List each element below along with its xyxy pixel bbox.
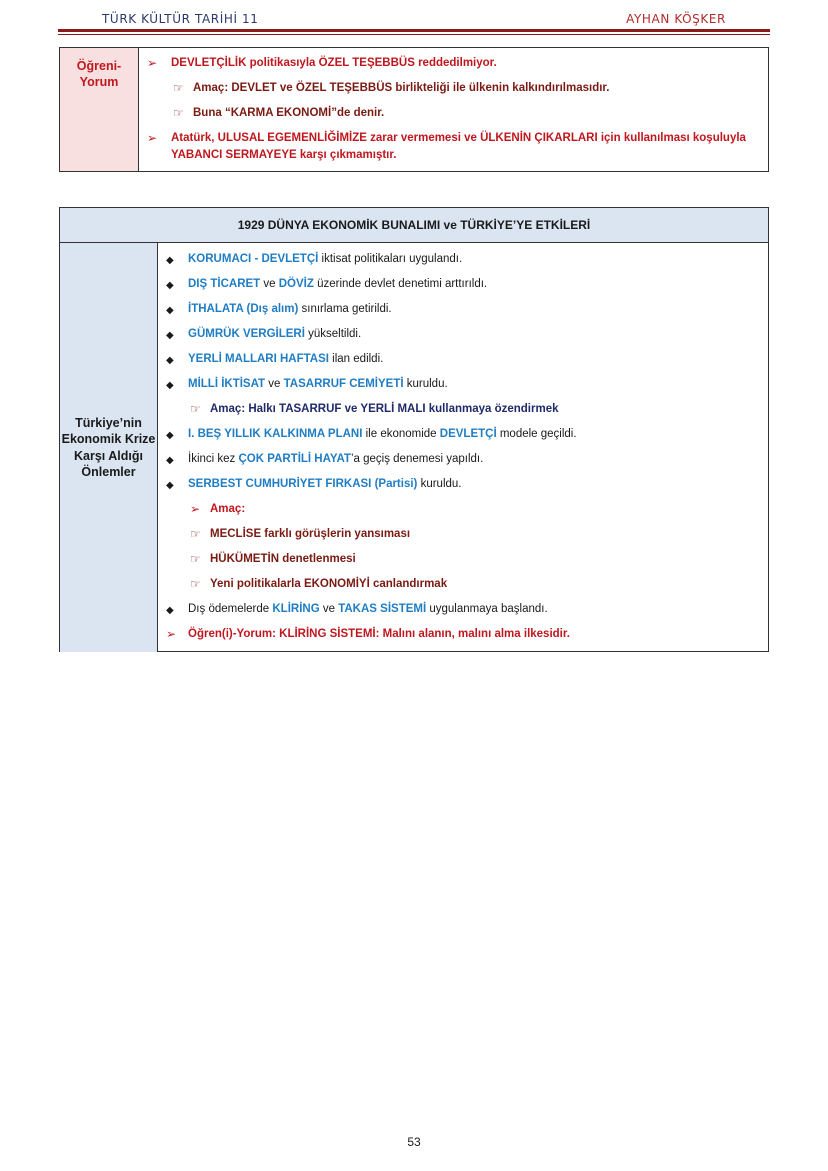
arrow-bullet-icon: ➢: [147, 56, 158, 70]
highlight-term: DEVLETÇİ: [439, 428, 497, 440]
diamond-bullet-icon: ◆: [166, 305, 174, 316]
highlight-term: YERLİ MALLARI HAFTASI: [188, 353, 329, 365]
header-rule-thin: [58, 34, 770, 35]
header-book-title: TÜRK KÜLTÜR TARİHİ 11: [102, 12, 259, 26]
item-text: Öğren(i)-Yorum: KLİRİNG SİSTEMİ: Malını alanın, malını alma ilkesidir.: [188, 628, 570, 640]
item-text: kuruldu.: [403, 378, 448, 390]
item-text: kuruldu.: [417, 478, 462, 490]
box1-subitem: [147, 80, 762, 97]
list-subitem: [166, 551, 762, 576]
box1-item-text: DEVLETÇİLİK politikasıyla ÖZEL TEŞEBBÜS reddedilmiyor.: [171, 57, 497, 69]
subitem-text: MECLİSE farklı görüşlerin yansıması: [210, 528, 411, 540]
measures-list: [158, 243, 768, 652]
ogreni-yorum-box: [59, 47, 769, 172]
list-subitem: [166, 401, 762, 426]
item-text: ’a geçiş denemesi yapıldı.: [350, 453, 484, 465]
arrow-bullet-icon: ➢: [147, 131, 158, 145]
highlight-term: I. BEŞ YILLIK KALKINMA PLANI: [188, 428, 363, 440]
item-text: ve: [265, 378, 284, 390]
hand-pointer-icon: ☞: [190, 552, 201, 566]
box1-item-text: Atatürk, ULUSAL EGEMENLİĞİMİZE zarar vermemesi ve ÜLKENİN ÇIKARLARI için kullanılması koşuluyla YABANCI SERMAYEYE karşı çıkmamıştır.: [171, 132, 746, 161]
box1-content: [139, 48, 768, 171]
list-item: [166, 376, 762, 401]
list-subitem: [166, 526, 762, 551]
highlight-term: KLİRİNG: [272, 603, 320, 615]
list-item: [166, 426, 762, 451]
list-item: [166, 326, 762, 351]
diamond-bullet-icon: ◆: [166, 280, 174, 291]
list-item: [166, 276, 762, 301]
table-row-label: Türkiye’nin Ekonomik Krize Karşı Aldığı Önlemler: [60, 243, 158, 652]
item-text: ve: [260, 278, 279, 290]
list-subitem: [166, 501, 762, 526]
page-header: [58, 10, 770, 30]
diamond-bullet-icon: ◆: [166, 330, 174, 341]
item-text: sınırlama getirildi.: [298, 303, 392, 315]
highlight-term: MİLLİ İKTİSAT: [188, 378, 266, 390]
highlight-term: TAKAS SİSTEMİ: [338, 603, 427, 615]
subitem-text: HÜKÜMETİN denetlenmesi: [210, 553, 356, 565]
diamond-bullet-icon: ◆: [166, 455, 174, 466]
table-body: [60, 243, 768, 652]
highlight-term: DÖVİZ: [278, 278, 314, 290]
item-text: uygulanmaya başlandı.: [426, 603, 548, 615]
arrow-bullet-icon: ➢: [166, 627, 177, 641]
item-text: ve: [319, 603, 339, 615]
bunalim-table: [59, 207, 769, 652]
page-number: 53: [407, 1135, 421, 1149]
item-text: ilan edildi.: [328, 353, 384, 365]
box1-item: [147, 130, 762, 164]
item-text: İkinci kez: [188, 453, 239, 465]
item-text: modele geçildi.: [496, 428, 577, 440]
subitem-text: Amaç:: [210, 503, 246, 515]
diamond-bullet-icon: ◆: [166, 380, 174, 391]
highlight-term: TASARRUF CEMİYETİ: [283, 378, 404, 390]
list-item: [166, 451, 762, 476]
hand-pointer-icon: ☞: [173, 81, 184, 95]
item-text: yükseltildi.: [304, 328, 362, 340]
list-item: [166, 351, 762, 376]
item-text: üzerinde devlet denetimi arttırıldı.: [313, 278, 488, 290]
table-title: 1929 DÜNYA EKONOMİK BUNALIMI ve TÜRKİYE’YE ETKİLERİ: [60, 208, 768, 243]
highlight-term: İTHALATA (Dış alım): [188, 303, 299, 315]
box1-label: Öğreni-Yorum: [60, 48, 139, 171]
subitem-text: Amaç: Halkı TASARRUF ve YERLİ MALI kullanmaya özendirmek: [210, 403, 559, 415]
list-item: [166, 476, 762, 501]
item-text: iktisat politikaları uygulandı.: [318, 253, 463, 265]
hand-pointer-icon: ☞: [173, 106, 184, 120]
arrow-bullet-icon: ➢: [190, 502, 201, 516]
item-text: ile ekonomide: [362, 428, 440, 440]
diamond-bullet-icon: ◆: [166, 605, 174, 616]
header-rule-thick: [58, 29, 770, 32]
list-item: [166, 601, 762, 626]
subitem-text: Yeni politikalarla EKONOMİYİ canlandırmak: [210, 578, 448, 590]
highlight-term: GÜMRÜK VERGİLERİ: [188, 328, 305, 340]
list-item: [166, 251, 762, 276]
highlight-term: DIŞ TİCARET: [188, 278, 261, 290]
box1-subitem-text: Amaç: DEVLET ve ÖZEL TEŞEBBÜS birlikteliği ile ülkenin kalkındırılmasıdır.: [193, 82, 610, 94]
diamond-bullet-icon: ◆: [166, 480, 174, 491]
diamond-bullet-icon: ◆: [166, 430, 174, 441]
diamond-bullet-icon: ◆: [166, 355, 174, 366]
highlight-term: ÇOK PARTİLİ HAYAT: [238, 453, 351, 465]
highlight-term: SERBEST CUMHURİYET FIRKASI (Partisi): [188, 478, 418, 490]
diamond-bullet-icon: ◆: [166, 255, 174, 266]
list-subitem: [166, 576, 762, 601]
box1-subitem: [147, 105, 762, 122]
hand-pointer-icon: ☞: [190, 527, 201, 541]
hand-pointer-icon: ☞: [190, 577, 201, 591]
list-item: [166, 626, 762, 651]
hand-pointer-icon: ☞: [190, 402, 201, 416]
header-author: AYHAN KÖŞKER: [626, 12, 726, 26]
box1-item: [147, 55, 762, 72]
list-item: [166, 301, 762, 326]
highlight-term: KORUMACI - DEVLETÇİ: [188, 253, 319, 265]
box1-subitem-text: Buna “KARMA EKONOMİ”de denir.: [193, 107, 385, 119]
item-text: Dış ödemelerde: [188, 603, 273, 615]
